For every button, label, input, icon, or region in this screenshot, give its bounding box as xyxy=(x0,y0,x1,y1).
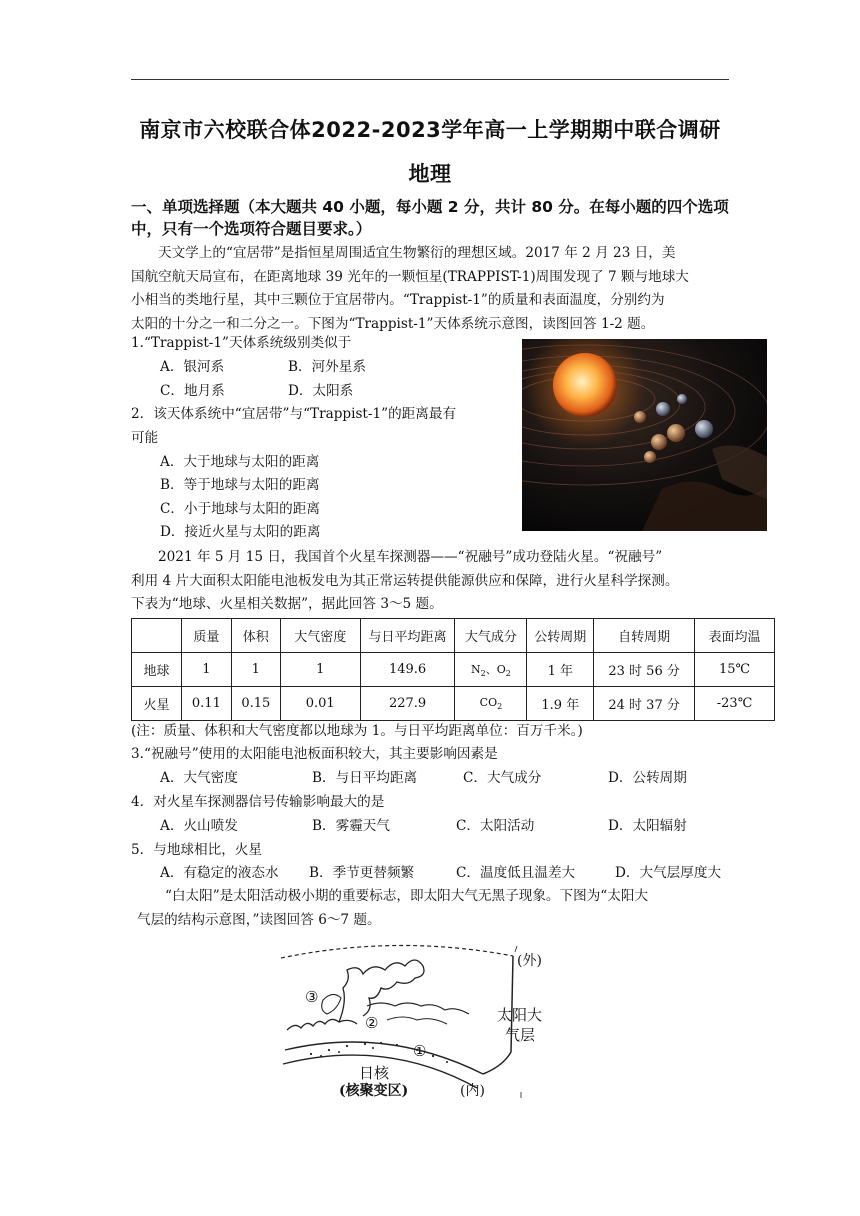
marker-3: ③ xyxy=(305,988,319,1006)
table-cell: 1 xyxy=(231,653,280,687)
question-2-stem: 2．该天体系统中“宜居带”与“Trappist-1”的距离最有 xyxy=(131,406,457,422)
q2-option-a[interactable]: A．大于地球与太阳的距离 xyxy=(160,454,320,470)
question-2-stem-cont: 可能 xyxy=(131,430,159,446)
q3-option-d[interactable]: D．公转周期 xyxy=(608,770,687,786)
trappist-1-system-image xyxy=(522,339,767,531)
exam-title: 南京市六校联合体2022-2023学年高一上学期期中联合调研 xyxy=(139,118,721,142)
table-row-earth xyxy=(132,653,775,687)
section-heading: 一、单项选择题（本大题共 40 小题，每小题 2 分，共计 80 分。在每小题的四个选项中，只有一个选项符合题目要求。） xyxy=(131,198,729,238)
q2-option-b[interactable]: B．等于地球与太阳的距离 xyxy=(160,477,320,493)
label-solar-atmosphere-2: 气层 xyxy=(505,1026,536,1044)
table-cell: 0.15 xyxy=(231,687,280,721)
table-header: 体积 xyxy=(231,619,280,653)
marker-1: ① xyxy=(413,1042,427,1060)
question-5-stem: 5．与地球相比，火星 xyxy=(131,842,262,858)
table-cell: 1.9 年 xyxy=(527,687,594,721)
table-cell-atmosphere: $CO_2$ xyxy=(455,687,527,721)
passage-line: 天文学上的“宜居带”是指恒星周围适宜生物繁衍的理想区域。2017 年 2 月 23 日，美 xyxy=(158,245,676,261)
q1-option-c[interactable]: C．地月系 xyxy=(160,383,225,399)
q3-option-c[interactable]: C．大气成分 xyxy=(463,770,542,786)
passage-line: 太阳的十分之一和二分之一。下图为“Trappist-1”天体系统示意图，读图回答 1-2 题。 xyxy=(131,315,655,332)
table-header: 公转周期 xyxy=(527,619,594,653)
table-cell: -23℃ xyxy=(695,687,775,721)
table-note: (注：质量、体积和大气密度都以地球为 1。与日平均距离单位：百万千米。) xyxy=(131,723,583,739)
passage-3-line: 气层的结构示意图，”读图回答 6～7 题。 xyxy=(137,912,381,928)
table-header: 自转周期 xyxy=(594,619,695,653)
q4-option-c[interactable]: C．太阳活动 xyxy=(456,818,535,834)
question-1-stem: 1.“Trappist-1”天体系统级别类似于 xyxy=(131,335,352,351)
table-cell-atmosphere: $N_2$、$O_2$ xyxy=(455,653,527,687)
label-core-fusion: (核聚变区) xyxy=(339,1083,409,1099)
q1-option-b[interactable]: B．河外星系 xyxy=(288,359,366,375)
q1-option-a[interactable]: A．银河系 xyxy=(160,359,225,375)
passage-line: 利用 4 片大面积太阳能电池板发电为其正常运转提供能源供应和保障，进行火星科学探测。 xyxy=(131,572,679,589)
q2-option-d[interactable]: D．接近火星与太阳的距离 xyxy=(160,524,321,540)
q3-option-a[interactable]: A．大气密度 xyxy=(160,770,238,786)
table-cell: 0.01 xyxy=(280,687,360,721)
q5-option-c[interactable]: C．温度低且温差大 xyxy=(456,865,576,881)
table-cell: 1 xyxy=(280,653,360,687)
table-cell: 15℃ xyxy=(695,653,775,687)
table-header: 大气成分 xyxy=(455,619,527,653)
table-cell: 1 年 xyxy=(527,653,594,687)
table-header: 质量 xyxy=(181,619,231,653)
table-cell: 火星 xyxy=(132,687,182,721)
passage-line: 2021 年 5 月 15 日，我国首个火星车探测器——“祝融号”成功登陆火星。“祝融号” xyxy=(158,549,663,565)
marker-2: ② xyxy=(365,1014,379,1032)
table-cell: 23 时 56 分 xyxy=(594,653,695,687)
table-header: 与日平均距离 xyxy=(360,619,455,653)
table-row-mars xyxy=(132,687,775,721)
exam-subject: 地理 xyxy=(408,162,452,186)
passage-line: 下表为“地球、火星相关数据”，据此回答 3～5 题。 xyxy=(131,596,443,612)
q5-option-a[interactable]: A．有稳定的液态水 xyxy=(160,865,279,881)
q1-option-d[interactable]: D．太阳系 xyxy=(288,383,354,399)
table-cell: 0.11 xyxy=(181,687,231,721)
q5-option-b[interactable]: B．季节更替频繁 xyxy=(309,865,415,881)
table-header-row xyxy=(132,619,775,653)
passage-3-line: “白太阳”是太阳活动极小期的重要标志，即太阳大气无黑子现象。下图为“太阳大 xyxy=(165,888,649,904)
q4-option-a[interactable]: A．火山喷发 xyxy=(160,818,238,834)
q5-option-d[interactable]: D．大气层厚度大 xyxy=(615,865,722,881)
top-rule xyxy=(131,79,729,80)
table-header: 表面均温 xyxy=(695,619,775,653)
q2-option-c[interactable]: C．小于地球与太阳的距离 xyxy=(160,501,320,517)
table-cell: 24 时 37 分 xyxy=(594,687,695,721)
table-header: 大气密度 xyxy=(280,619,360,653)
table-cell: 227.9 xyxy=(360,687,455,721)
passage-1 xyxy=(131,242,689,336)
table-cell: 1 xyxy=(181,653,231,687)
label-outer: (外) xyxy=(517,953,542,969)
passage-2 xyxy=(131,546,678,617)
q4-option-d[interactable]: D．太阳辐射 xyxy=(608,818,687,834)
passage-line: 小相当的类地行星，其中三颗位于宜居带内。“Trappist-1”的质量和表面温度，分别约为 xyxy=(131,292,665,308)
q3-option-b[interactable]: B．与日平均距离 xyxy=(312,770,418,786)
q4-option-b[interactable]: B．雾霾天气 xyxy=(312,818,390,834)
label-core: 日核 xyxy=(359,1064,390,1082)
question-4-stem: 4．对火星车探测器信号传输影响最大的是 xyxy=(131,794,385,810)
earth-mars-table xyxy=(131,618,775,721)
question-3-stem: 3.“祝融号”使用的太阳能电池板面积较大，其主要影响因素是 xyxy=(131,746,498,762)
table-cell: 149.6 xyxy=(360,653,455,687)
table-cell: 地球 xyxy=(132,653,182,687)
label-solar-atmosphere-1: 太阳大 xyxy=(497,1006,543,1024)
solar-atmosphere-diagram xyxy=(277,940,557,1100)
table-header xyxy=(132,619,182,653)
label-inner: (内) xyxy=(460,1083,485,1099)
passage-line: 国航空航天局宣布，在距离地球 39 光年的一颗恒星(TRAPPIST-1)周围发现了 7 颗与地球大 xyxy=(131,268,689,285)
